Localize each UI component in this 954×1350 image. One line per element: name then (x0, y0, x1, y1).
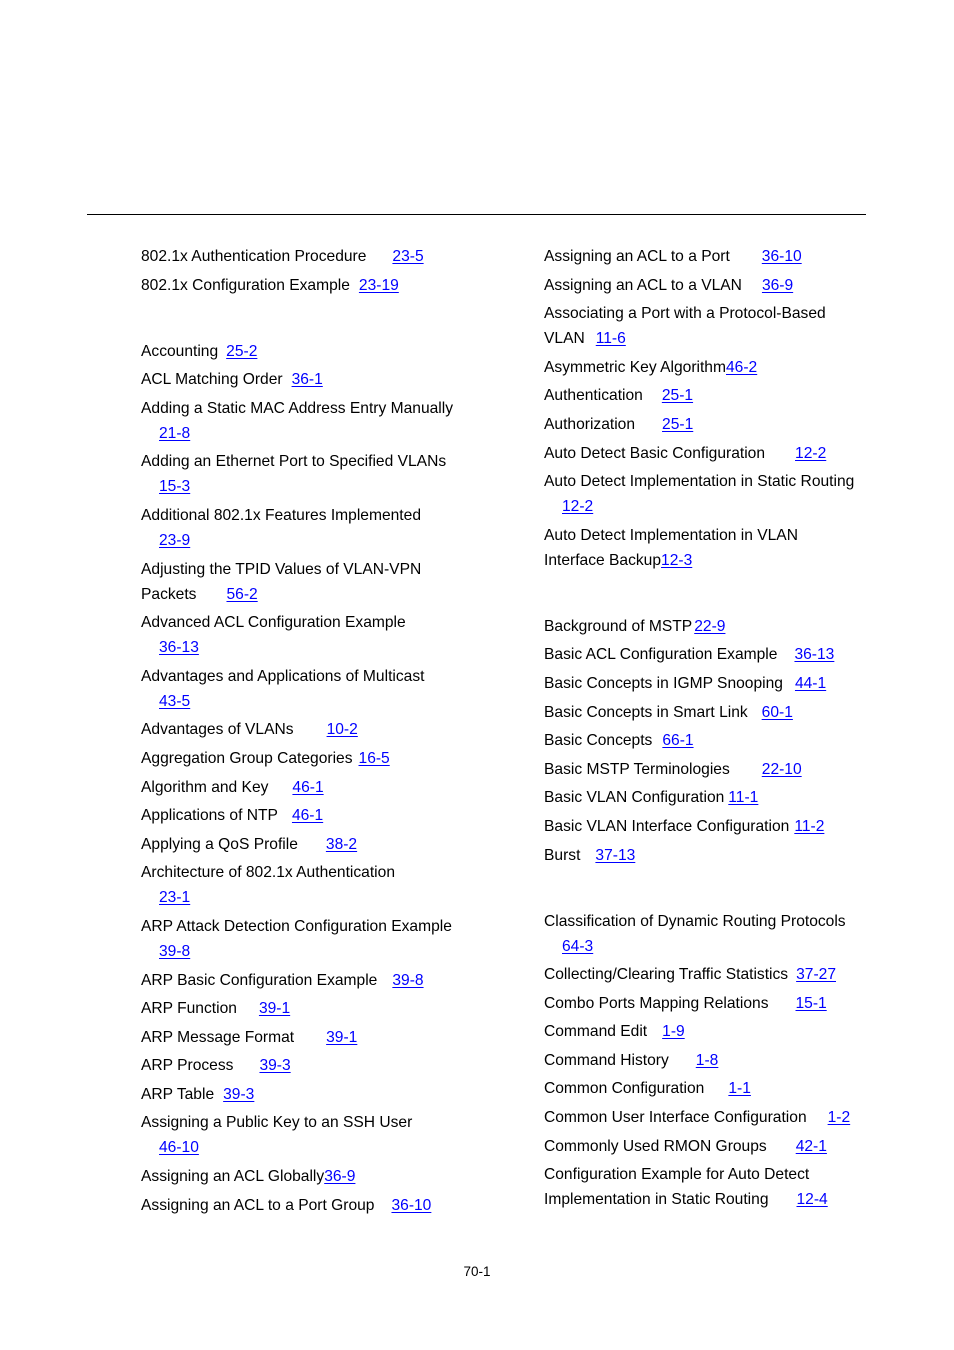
index-entry (141, 914, 471, 964)
page-reference-link[interactable]: 1-8 (695, 1051, 719, 1069)
index-entry-text: Assigning an ACL to a VLAN (544, 276, 742, 294)
page-reference-link[interactable]: 12-2 (795, 444, 827, 462)
page-reference-link[interactable]: 22-9 (694, 617, 726, 635)
page-reference-link[interactable]: 60-1 (761, 703, 793, 721)
index-entry (141, 717, 471, 742)
header-rule (87, 214, 866, 215)
index-entry (544, 991, 874, 1016)
index-entry (544, 1048, 874, 1073)
index-entry-text: Associating a Port with a Protocol-Based (544, 305, 826, 323)
index-entry (141, 273, 471, 298)
index-entry (141, 832, 471, 857)
index-entry (141, 803, 471, 828)
index-entry (141, 244, 471, 269)
index-entry-text: Interface Backup (544, 551, 662, 569)
index-entry-text: Asymmetric Key Algorithm (544, 358, 726, 376)
page-reference-link[interactable]: 25-2 (226, 342, 258, 360)
index-entry-text: Architecture of 802.1x Authentication (141, 864, 395, 882)
index-entry (544, 785, 874, 810)
page-reference-link[interactable]: 10-2 (326, 721, 358, 739)
index-entry (544, 700, 874, 725)
index-entry (141, 1053, 471, 1078)
index-entry-text: Advantages of VLANs (141, 721, 294, 739)
page-reference-link[interactable]: 42-1 (795, 1137, 827, 1155)
index-entry (141, 1025, 471, 1050)
index-entry (141, 968, 471, 993)
page-number: 70-1 (463, 1264, 491, 1279)
page-reference-link[interactable]: 46-10 (159, 1139, 199, 1157)
index-entry-text: Burst (544, 846, 581, 864)
page-reference-link[interactable]: 39-8 (159, 942, 191, 960)
index-entry-text: Collecting/Clearing Traffic Statistics (544, 966, 789, 984)
index-entry-text: Adjusting the TPID Values of VLAN-VPN (141, 560, 422, 578)
page-reference-link[interactable]: 37-27 (796, 966, 836, 984)
index-entry (544, 301, 874, 351)
index-entry-text: Assigning a Public Key to an SSH User (141, 1114, 413, 1132)
index-entry (544, 671, 874, 696)
index-entry (544, 273, 874, 298)
index-entry (544, 962, 874, 987)
index-entry (141, 396, 471, 446)
page-reference-link[interactable]: 1-2 (827, 1109, 851, 1127)
page-reference-link[interactable]: 56-2 (226, 585, 258, 603)
index-entry (544, 909, 874, 959)
page-reference-link[interactable]: 36-13 (794, 646, 835, 664)
page-reference-link[interactable]: 11-2 (794, 817, 825, 835)
index-entry-text: Basic ACL Configuration Example (544, 646, 778, 664)
index-entry-text: Aggregation Group Categories (141, 749, 353, 767)
page-reference-link[interactable]: 39-3 (223, 1085, 255, 1103)
page-reference-link[interactable]: 11-6 (595, 330, 626, 348)
page-reference-link[interactable]: 46-1 (291, 807, 324, 825)
page-reference-link[interactable]: 36-13 (159, 639, 199, 657)
index-entry (544, 469, 874, 519)
index-entry (544, 523, 874, 573)
index-entry-text: ARP Process (141, 1057, 234, 1075)
index-entry-text: Basic Concepts (544, 732, 653, 750)
page-reference-link[interactable]: 36-9 (324, 1168, 356, 1186)
index-entry (141, 1110, 471, 1160)
index-entry-text: Applying a QoS Profile (141, 835, 298, 853)
page-reference-link[interactable]: 44-1 (794, 674, 827, 692)
index-entry-text: Auto Detect Implementation in VLAN (544, 526, 798, 544)
page-reference-link[interactable]: 23-9 (159, 531, 191, 549)
index-entry-text: ARP Table (141, 1085, 215, 1103)
index-entry (544, 1019, 874, 1044)
index-entry (141, 449, 471, 499)
index-entry-text: 802.1x Authentication Procedure (141, 248, 367, 265)
index-entry (141, 664, 471, 714)
index-entry-text: Combo Ports Mapping Relations (544, 994, 769, 1012)
index-entry-text: Algorithm and Key (141, 778, 269, 796)
index-column-left (141, 244, 471, 1221)
index-entry-text: ARP Basic Configuration Example (141, 971, 378, 989)
index-entry-text: Additional 802.1x Features Implemented (141, 506, 421, 524)
index-entry (544, 728, 874, 753)
page-reference-link[interactable]: 25-1 (661, 387, 694, 405)
index-entry-text: ARP Function (141, 1000, 237, 1018)
index-entry (141, 339, 471, 364)
index-entry-text: Common Configuration (544, 1080, 705, 1098)
page-reference-link[interactable]: 25-1 (662, 415, 694, 433)
page-reference-link[interactable]: 36-9 (761, 276, 794, 294)
index-entry-text: Command History (544, 1051, 669, 1069)
index-entry (141, 775, 471, 800)
page-reference-link[interactable]: 36-10 (391, 1196, 432, 1214)
index-entry (141, 1082, 471, 1107)
index-entry-text: Basic Concepts in Smart Link (544, 703, 748, 721)
index-entry-text: 802.1x Configuration Example (141, 276, 350, 294)
page-reference-link[interactable]: 22-10 (761, 760, 802, 778)
page-reference-link[interactable]: 37-13 (595, 846, 636, 864)
index-entry-text: ACL Matching Order (141, 371, 283, 389)
index-entry (544, 614, 874, 639)
page-reference-link[interactable]: 39-1 (326, 1028, 358, 1046)
page-reference-link[interactable]: 36-10 (761, 248, 802, 265)
index-entry-text: Basic VLAN Interface Configuration (544, 817, 790, 835)
index-entry-text: Command Edit (544, 1023, 648, 1041)
index-entry (544, 244, 874, 269)
page-reference-link[interactable]: 39-8 (392, 971, 424, 989)
index-entry-text: Packets (141, 585, 197, 603)
index-entry-text: Applications of NTP (141, 807, 278, 825)
index-entry (544, 1134, 874, 1159)
page-reference-link[interactable]: 23-19 (358, 276, 399, 294)
index-entry (141, 1164, 471, 1189)
page-reference-link[interactable]: 21-8 (159, 424, 191, 442)
page-reference-link[interactable]: 11-1 (728, 789, 759, 807)
page-reference-link[interactable]: 1-9 (662, 1023, 685, 1041)
index-entry (141, 996, 471, 1021)
index-entry-text: ARP Attack Detection Configuration Example (141, 917, 452, 935)
index-entry-text: Auto Detect Basic Configuration (544, 444, 766, 462)
page-reference-link[interactable]: 38-2 (325, 835, 358, 853)
index-entry (141, 557, 471, 607)
index-entry-text: Adding an Ethernet Port to Specified VLANs (141, 453, 447, 471)
index-entry (544, 843, 874, 868)
page-reference-link[interactable]: 15-1 (795, 994, 827, 1012)
index-entry (544, 1105, 874, 1130)
index-entry-text: Assigning an ACL to a Port Group (141, 1196, 375, 1214)
index-entry (544, 412, 874, 437)
page-reference-link[interactable]: 39-1 (258, 1000, 291, 1018)
page-reference-link[interactable]: 66-1 (662, 732, 694, 750)
index-entry (544, 383, 874, 408)
page-reference-link[interactable]: 15-3 (159, 478, 191, 496)
page-reference-link[interactable]: 16-5 (358, 749, 390, 767)
page-reference-link[interactable]: 1-1 (728, 1080, 751, 1098)
index-entry (544, 1162, 874, 1212)
index-entry (141, 860, 471, 910)
index-entry-text: VLAN (544, 330, 585, 348)
page-reference-link[interactable]: 43-5 (159, 692, 191, 710)
index-entry-text: Authentication (544, 387, 643, 405)
index-entry (544, 1076, 874, 1101)
index-entry-text: Assigning an ACL Globally (141, 1168, 325, 1186)
index-entry (544, 757, 874, 782)
index-entry (141, 610, 471, 660)
index-entry-text: Basic VLAN Configuration (544, 789, 725, 807)
index-entry-text: Adding a Static MAC Address Entry Manually (141, 399, 454, 417)
index-entry-text: Background of MSTP (544, 617, 693, 635)
index-entry (544, 814, 874, 839)
index-entry (141, 746, 471, 771)
index-entry-text: Configuration Example for Auto Detect (544, 1166, 810, 1184)
index-entry (141, 503, 471, 553)
index-entry (141, 367, 471, 392)
index-entry-text: Common User Interface Configuration (544, 1109, 807, 1127)
index-entry-text: Advantages and Applications of Multicast (141, 667, 425, 685)
index-column-right (544, 244, 874, 1216)
page-reference-link[interactable]: 23-1 (159, 889, 191, 907)
page-reference-link[interactable]: 12-2 (562, 498, 594, 516)
index-entry (544, 355, 874, 380)
page-reference-link[interactable]: 12-3 (661, 551, 693, 569)
index-entry-text: Accounting (141, 342, 219, 360)
index-entry-text: ARP Message Format (141, 1028, 295, 1046)
index-entry-text: Auto Detect Implementation in Static Routing (544, 473, 855, 491)
page-reference-link[interactable]: 46-1 (292, 778, 324, 796)
page-reference-link[interactable]: 39-3 (259, 1057, 291, 1075)
index-entry-text: Advanced ACL Configuration Example (141, 614, 406, 632)
index-entry (141, 1193, 471, 1218)
index-entry (544, 642, 874, 667)
index-entry-text: Commonly Used RMON Groups (544, 1137, 767, 1155)
index-entry-text: Assigning an ACL to a Port (544, 248, 730, 265)
index-entry-text: Implementation in Static Routing (544, 1191, 769, 1209)
page-reference-link[interactable]: 46-2 (725, 358, 758, 376)
index-entry-text: Authorization (544, 415, 636, 433)
index-entry-text: Basic MSTP Terminologies (544, 760, 730, 778)
index-entry-text: Basic Concepts in IGMP Snooping (544, 674, 783, 692)
page-reference-link[interactable]: 64-3 (562, 937, 594, 955)
index-entry-text: Classification of Dynamic Routing Protocols (544, 912, 846, 930)
page-reference-link[interactable]: 23-5 (392, 248, 424, 265)
index-entry (544, 441, 874, 466)
page-reference-link[interactable]: 36-1 (291, 371, 323, 389)
page-reference-link[interactable]: 12-4 (796, 1191, 828, 1209)
